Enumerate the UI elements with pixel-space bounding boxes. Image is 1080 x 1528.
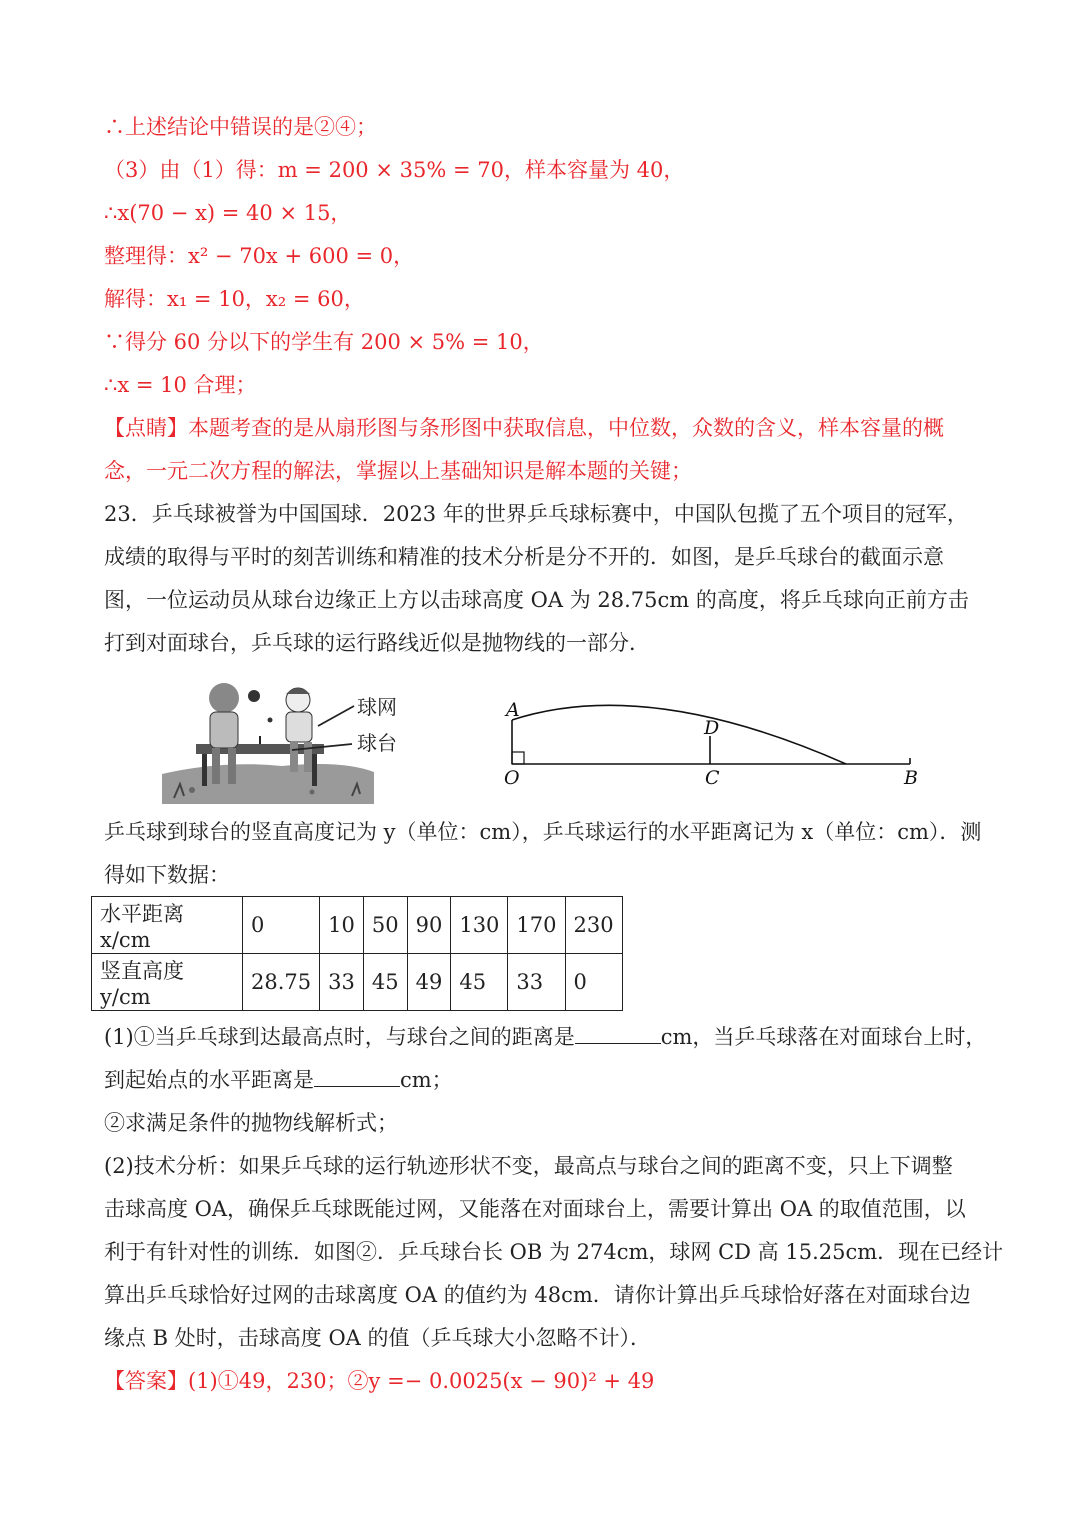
right-angle-mark (512, 752, 524, 764)
x-value-cell: 90 (407, 897, 451, 954)
x-value-cell: 50 (363, 897, 407, 954)
question-2-line-1: (2)技术分析：如果乒乓球的运行轨迹形状不变，最高点与球台之间的距离不变，只上下调整 (104, 1154, 953, 1178)
data-table (91, 896, 623, 1011)
y-value-cell: 45 (451, 954, 508, 1011)
y-value-cell: 33 (508, 954, 565, 1011)
y-value-cell: 49 (407, 954, 451, 1011)
y-value-cell: 33 (320, 954, 364, 1011)
solution-line-1: ∴上述结论中错误的是②④； (104, 115, 377, 139)
solution-line-5: 解得：x₁ = 10，x₂ = 60， (104, 287, 365, 311)
y-header-cell: 竖直高度 y/cm (92, 954, 243, 1011)
question-1-line-2: 到起始点的水平距离是 cm； (104, 1068, 453, 1092)
x-value-cell: 170 (508, 897, 565, 954)
solution-line-2: （3）由（1）得：m = 200 × 35% = 70，样本容量为 40， (104, 158, 685, 182)
point-D-label: D (704, 717, 720, 739)
ping-pong-players-illustration (162, 680, 402, 804)
table-label: 球台 (357, 731, 397, 755)
ball-trajectory-parabola (512, 705, 846, 764)
table-row-y (92, 954, 623, 1011)
net-label: 球网 (357, 695, 397, 719)
x-value-cell: 0 (243, 897, 320, 954)
solution-line-6: ∵得分 60 分以下的学生有 200 × 5% = 10， (104, 330, 544, 354)
problem-intro-4: 打到对面球台，乒乓球的运行路线近似是抛物线的一部分． (104, 631, 650, 655)
problem-intro-1: 23．乒乓球被誉为中国国球．2023 年的世界乒乓球标赛中，中国队包揽了五个项目的冠军， (104, 502, 968, 526)
answer-blank-1[interactable] (575, 1023, 661, 1044)
x-header-cell: 水平距离 x/cm (92, 897, 243, 954)
data-description-1: 乒乓球到球台的竖直高度记为 y（单位：cm），乒乓球运行的水平距离记为 x（单位：cm）．测 (104, 820, 982, 844)
question-2-line-2: 击球高度 OA，确保乒乓球既能过网，又能落在对面球台上，需要计算出 OA 的取值范围，以 (104, 1197, 966, 1221)
table-row-x (92, 897, 623, 954)
comment-line-2: 念，一元二次方程的解法，掌握以上基础知识是解本题的关键； (104, 459, 692, 483)
solution-line-7: ∴x = 10 合理； (104, 373, 257, 397)
comment-line-1: 【点睛】本题考查的是从扇形图与条形图中获取信息，中位数，众数的含义，样本容量的概 (104, 416, 944, 440)
answer-blank-2[interactable] (314, 1066, 400, 1087)
x-value-cell: 230 (565, 897, 622, 954)
point-C-label: C (705, 767, 720, 789)
cross-section-diagram (490, 692, 930, 792)
question-2-line-3: 利于有针对性的训练．如图②．乒乓球台长 OB 为 274cm，球网 CD 高 15.25cm．现在已经计 (104, 1240, 1004, 1264)
data-description-2: 得如下数据： (104, 863, 230, 887)
problem-intro-2: 成绩的取得与平时的刻苦训练和精准的技术分析是分不开的．如图，是乒乓球台的截面示意 (104, 545, 944, 569)
point-A-label: A (506, 699, 520, 721)
point-B-label: B (904, 767, 918, 789)
x-value-cell: 10 (320, 897, 364, 954)
answer-line: 【答案】(1)①49，230；②y =− 0.0025(x − 90)² + 49 (104, 1369, 655, 1393)
x-value-cell: 130 (451, 897, 508, 954)
question-1-line-1: (1)①当乒乓球到达最高点时，与球台之间的距离是 cm，当乒乓球落在对面球台上时， (104, 1025, 987, 1049)
point-O-label: O (504, 767, 520, 789)
question-1-line-3: ②求满足条件的抛物线解析式； (104, 1111, 398, 1135)
y-value-cell: 28.75 (243, 954, 320, 1011)
y-value-cell: 0 (565, 954, 622, 1011)
question-2-line-5: 缘点 B 处时，击球高度 OA 的值（乒乓球大小忽略不计）． (104, 1326, 652, 1350)
solution-line-4: 整理得：x² − 70x + 600 = 0， (104, 244, 415, 268)
y-value-cell: 45 (363, 954, 407, 1011)
solution-line-3: ∴x(70 − x) = 40 × 15， (104, 201, 352, 225)
question-2-line-4: 算出乒乓球恰好过网的击球离度 OA 的值约为 48cm．请你计算出乒乓球恰好落在对面球台边 (104, 1283, 971, 1307)
problem-intro-3: 图，一位运动员从球台边缘正上方以击球高度 OA 为 28.75cm 的高度，将乒乓球向正前方击 (104, 588, 969, 612)
